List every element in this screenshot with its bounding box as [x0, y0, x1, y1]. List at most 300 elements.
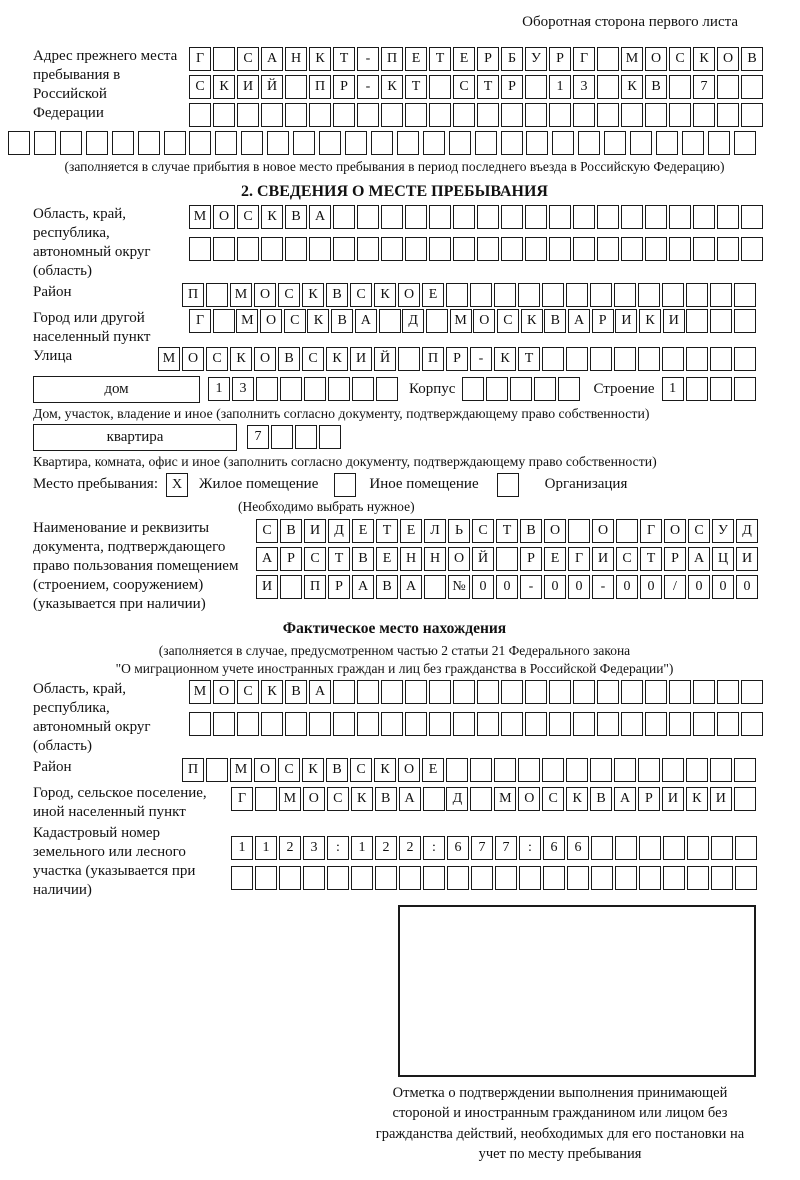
- char-cell: [405, 237, 427, 261]
- char-cell: [237, 712, 259, 736]
- stamp-caption: Отметка о подтверждении выполнения принимающей стороной и иностранным гражданином или лицом без гражданства действий, необходимых для его постановки на учет по месту пребывания: [375, 1084, 745, 1163]
- char-cell: С: [206, 347, 228, 371]
- char-cell: [597, 680, 619, 704]
- char-cell: [333, 205, 355, 229]
- char-cell: [573, 237, 595, 261]
- char-cell: 6: [447, 836, 469, 860]
- char-cell: Р: [446, 347, 468, 371]
- char-cell: [496, 547, 518, 571]
- char-cell: [271, 425, 293, 449]
- char-cell: Д: [446, 787, 468, 811]
- apartment-label-box: квартира: [33, 424, 237, 451]
- char-cell: [470, 283, 492, 307]
- char-cell: О: [213, 680, 235, 704]
- char-cell: [735, 836, 757, 860]
- char-cell: Р: [592, 309, 614, 333]
- cadastral-block: [33, 824, 756, 900]
- char-cell: О: [645, 47, 667, 71]
- char-cell: [280, 575, 302, 599]
- char-cell: И: [710, 787, 732, 811]
- char-cell: [616, 519, 638, 543]
- char-cell: 2: [375, 836, 397, 860]
- char-cell: И: [615, 309, 637, 333]
- char-cell: [261, 712, 283, 736]
- char-cell: [597, 75, 619, 99]
- char-cell: [471, 866, 493, 890]
- char-cell: О: [664, 519, 686, 543]
- char-cell: [621, 205, 643, 229]
- char-cell: С: [669, 47, 691, 71]
- char-cell: М: [189, 680, 211, 704]
- char-cell: [645, 205, 667, 229]
- char-cell: Б: [501, 47, 523, 71]
- char-cell: [717, 237, 739, 261]
- char-cell: Г: [640, 519, 662, 543]
- char-cell: С: [284, 309, 306, 333]
- char-cell: [526, 131, 548, 155]
- char-cell: В: [375, 787, 397, 811]
- char-cell: Ь: [448, 519, 470, 543]
- char-cell: К: [261, 680, 283, 704]
- char-cell: Ц: [712, 547, 734, 571]
- char-cell: [597, 47, 619, 71]
- char-cell: М: [230, 758, 252, 782]
- char-cell: [453, 237, 475, 261]
- char-cell: [686, 377, 708, 401]
- char-cell: [423, 131, 445, 155]
- char-cell: [573, 103, 595, 127]
- char-cell: [279, 866, 301, 890]
- char-cell: [399, 866, 421, 890]
- char-cell: [549, 205, 571, 229]
- char-cell: [687, 866, 709, 890]
- char-cell: С: [327, 787, 349, 811]
- char-cell: [285, 237, 307, 261]
- char-cell: 3: [232, 377, 254, 401]
- char-cell: [477, 680, 499, 704]
- char-cell: [213, 103, 235, 127]
- char-cell: С: [237, 205, 259, 229]
- char-cell: [256, 377, 278, 401]
- region-block: [33, 205, 756, 281]
- char-cell: [213, 237, 235, 261]
- char-cell: [669, 712, 691, 736]
- char-cell: И: [736, 547, 758, 571]
- char-cell: :: [423, 836, 445, 860]
- fact-region-label: Область, край, республика, автономный округ (область): [33, 680, 151, 754]
- char-cell: [573, 205, 595, 229]
- char-cell: К: [307, 309, 329, 333]
- char-cell: С: [472, 519, 494, 543]
- char-cell: [381, 680, 403, 704]
- district-block: [33, 283, 756, 307]
- fact-city-block: [33, 784, 756, 822]
- char-cell: [710, 309, 732, 333]
- char-cell: [381, 103, 403, 127]
- char-cell: [486, 377, 508, 401]
- char-cell: [398, 347, 420, 371]
- char-cell: [717, 680, 739, 704]
- stay-type-checkbox-organization: [497, 473, 519, 497]
- char-cell: А: [568, 309, 590, 333]
- char-cell: [189, 712, 211, 736]
- street-grid-row: [158, 347, 756, 371]
- char-cell: К: [566, 787, 588, 811]
- char-cell: Й: [472, 547, 494, 571]
- char-cell: [682, 131, 704, 155]
- char-cell: [241, 131, 263, 155]
- char-cell: [261, 237, 283, 261]
- char-cell: О: [182, 347, 204, 371]
- prev-address-caption: (заполняется в случае прибытия в новое место пребывания в период последнего въезда в Российскую Федерацию): [64, 159, 725, 174]
- char-cell: О: [254, 758, 276, 782]
- char-cell: А: [688, 547, 710, 571]
- char-cell: [424, 575, 446, 599]
- korpus-label: Корпус: [409, 380, 456, 397]
- char-cell: В: [376, 575, 398, 599]
- street-block: [33, 347, 756, 371]
- char-cell: О: [254, 283, 276, 307]
- char-cell: 0: [616, 575, 638, 599]
- char-cell: [206, 758, 228, 782]
- char-cell: [687, 836, 709, 860]
- char-cell: [189, 131, 211, 155]
- char-cell: [405, 103, 427, 127]
- char-cell: -: [357, 47, 379, 71]
- char-cell: Н: [285, 47, 307, 71]
- fact-city-grid-row: [231, 787, 756, 811]
- char-cell: [371, 131, 393, 155]
- char-cell: П: [309, 75, 331, 99]
- char-cell: Т: [333, 47, 355, 71]
- char-cell: [60, 131, 82, 155]
- char-cell: Н: [424, 547, 446, 571]
- prev-address-grid: [189, 47, 763, 127]
- fact-region-grid-row-2: [189, 712, 763, 736]
- char-cell: [477, 237, 499, 261]
- fact-caption-1: (заполняется в случае, предусмотренном частью 2 статьи 21 Федерального закона: [158, 642, 631, 658]
- char-cell: 0: [544, 575, 566, 599]
- char-cell: [645, 680, 667, 704]
- char-cell: [429, 680, 451, 704]
- cadastral-grid-row-1: [231, 836, 757, 860]
- district-grid-row: [182, 283, 756, 307]
- char-cell: 0: [568, 575, 590, 599]
- char-cell: 7: [247, 425, 269, 449]
- char-cell: 1: [231, 836, 253, 860]
- house-number-cells: [208, 377, 398, 401]
- char-cell: [663, 866, 685, 890]
- char-cell: [669, 103, 691, 127]
- char-cell: Г: [231, 787, 253, 811]
- char-cell: В: [331, 309, 353, 333]
- char-cell: Т: [477, 75, 499, 99]
- street-label: Улица: [33, 347, 73, 364]
- prev-address-grid-row-2: [189, 75, 763, 99]
- char-cell: Д: [736, 519, 758, 543]
- region-grid: [189, 205, 763, 261]
- char-cell: [717, 205, 739, 229]
- document-grid-row-2: [256, 547, 758, 571]
- char-cell: О: [518, 787, 540, 811]
- char-cell: [741, 103, 763, 127]
- region-grid-row-2: [189, 237, 763, 261]
- char-cell: И: [237, 75, 259, 99]
- char-cell: О: [448, 547, 470, 571]
- char-cell: [333, 103, 355, 127]
- char-cell: К: [261, 205, 283, 229]
- char-cell: [669, 680, 691, 704]
- char-cell: С: [542, 787, 564, 811]
- char-cell: В: [352, 547, 374, 571]
- char-cell: [423, 866, 445, 890]
- char-cell: А: [261, 47, 283, 71]
- char-cell: К: [302, 758, 324, 782]
- char-cell: 0: [640, 575, 662, 599]
- char-cell: В: [520, 519, 542, 543]
- document-block: [33, 519, 756, 614]
- char-cell: [717, 75, 739, 99]
- char-cell: [381, 712, 403, 736]
- char-cell: [86, 131, 108, 155]
- char-cell: [501, 237, 523, 261]
- char-cell: М: [230, 283, 252, 307]
- char-cell: [597, 205, 619, 229]
- char-cell: М: [450, 309, 472, 333]
- char-cell: [549, 680, 571, 704]
- char-cell: [621, 680, 643, 704]
- char-cell: [591, 866, 613, 890]
- char-cell: [710, 377, 732, 401]
- char-cell: [734, 758, 756, 782]
- char-cell: А: [399, 787, 421, 811]
- char-cell: [319, 425, 341, 449]
- char-cell: Р: [520, 547, 542, 571]
- char-cell: Е: [422, 758, 444, 782]
- char-cell: Т: [496, 519, 518, 543]
- region-grid-row-1: [189, 205, 763, 229]
- stay-type-row: [33, 473, 756, 497]
- char-cell: П: [304, 575, 326, 599]
- char-cell: О: [717, 47, 739, 71]
- char-cell: М: [494, 787, 516, 811]
- char-cell: Т: [376, 519, 398, 543]
- char-cell: [717, 103, 739, 127]
- char-cell: [717, 712, 739, 736]
- char-cell: [429, 237, 451, 261]
- char-cell: [453, 205, 475, 229]
- document-grid: [256, 519, 758, 599]
- char-cell: [8, 131, 30, 155]
- char-cell: 3: [303, 836, 325, 860]
- char-cell: [590, 283, 612, 307]
- char-cell: М: [158, 347, 180, 371]
- char-cell: [669, 237, 691, 261]
- char-cell: [735, 866, 757, 890]
- char-cell: И: [350, 347, 372, 371]
- char-cell: [662, 758, 684, 782]
- char-cell: [351, 866, 373, 890]
- char-cell: -: [357, 75, 379, 99]
- char-cell: М: [236, 309, 258, 333]
- stay-type-option-organization: Организация: [544, 476, 628, 493]
- char-cell: И: [592, 547, 614, 571]
- char-cell: И: [256, 575, 278, 599]
- char-cell: [309, 237, 331, 261]
- char-cell: [693, 237, 715, 261]
- char-cell: [495, 866, 517, 890]
- char-cell: У: [712, 519, 734, 543]
- char-cell: :: [327, 836, 349, 860]
- char-cell: П: [182, 758, 204, 782]
- char-cell: [405, 205, 427, 229]
- char-cell: [558, 377, 580, 401]
- char-cell: :: [519, 836, 541, 860]
- char-cell: М: [189, 205, 211, 229]
- char-cell: 0: [496, 575, 518, 599]
- char-cell: -: [592, 575, 614, 599]
- char-cell: [597, 712, 619, 736]
- char-cell: [379, 309, 401, 333]
- char-cell: [429, 75, 451, 99]
- char-cell: [501, 131, 523, 155]
- char-cell: 0: [688, 575, 710, 599]
- char-cell: [662, 283, 684, 307]
- char-cell: [429, 712, 451, 736]
- char-cell: [333, 712, 355, 736]
- char-cell: [510, 377, 532, 401]
- char-cell: К: [381, 75, 403, 99]
- char-cell: В: [741, 47, 763, 71]
- char-cell: 1: [662, 377, 684, 401]
- char-cell: С: [304, 547, 326, 571]
- char-cell: [453, 103, 475, 127]
- char-cell: К: [374, 283, 396, 307]
- char-cell: [711, 836, 733, 860]
- fact-region-grid: [189, 680, 763, 736]
- char-cell: [405, 712, 427, 736]
- char-cell: О: [254, 347, 276, 371]
- char-cell: [686, 758, 708, 782]
- char-cell: [231, 866, 253, 890]
- char-cell: [453, 712, 475, 736]
- prev-address-grid-row-4: [8, 131, 756, 155]
- char-cell: Л: [424, 519, 446, 543]
- char-cell: [213, 309, 235, 333]
- char-cell: [112, 131, 134, 155]
- char-cell: [357, 680, 379, 704]
- char-cell: [710, 347, 732, 371]
- stay-type-label: Место пребывания:: [33, 476, 158, 493]
- fact-district-label: Район: [33, 758, 72, 775]
- char-cell: [656, 131, 678, 155]
- char-cell: №: [448, 575, 470, 599]
- char-cell: А: [355, 309, 377, 333]
- back-side-note: Оборотная сторона первого листа: [522, 14, 738, 30]
- char-cell: 1: [549, 75, 571, 99]
- stay-type-option-residential: Жилое помещение: [199, 476, 319, 493]
- char-cell: Р: [333, 75, 355, 99]
- char-cell: 7: [693, 75, 715, 99]
- house-row: [33, 376, 756, 403]
- char-cell: [662, 347, 684, 371]
- char-cell: [573, 680, 595, 704]
- apartment-caption: Квартира, комната, офис и иное (заполнить согласно документу, подтверждающему право собственности): [33, 453, 657, 469]
- char-cell: [711, 866, 733, 890]
- char-cell: [285, 75, 307, 99]
- char-cell: [501, 103, 523, 127]
- char-cell: [734, 787, 756, 811]
- char-cell: А: [309, 680, 331, 704]
- char-cell: [734, 131, 756, 155]
- prev-address-grid-row-1: [189, 47, 763, 71]
- char-cell: [568, 519, 590, 543]
- char-cell: [741, 680, 763, 704]
- char-cell: [426, 309, 448, 333]
- char-cell: Е: [544, 547, 566, 571]
- char-cell: [285, 103, 307, 127]
- char-cell: Р: [638, 787, 660, 811]
- char-cell: Р: [549, 47, 571, 71]
- fact-district-grid-row: [182, 758, 756, 782]
- document-grid-row-1: [256, 519, 758, 543]
- char-cell: [741, 75, 763, 99]
- korpus-cells: [462, 377, 580, 401]
- char-cell: О: [544, 519, 566, 543]
- char-cell: С: [237, 680, 259, 704]
- char-cell: [663, 836, 685, 860]
- char-cell: [357, 103, 379, 127]
- char-cell: [333, 680, 355, 704]
- district-label: Район: [33, 283, 72, 300]
- char-cell: [686, 309, 708, 333]
- char-cell: [295, 425, 317, 449]
- prev-address-label: Адрес прежнего места пребывания в Российской Федерации: [33, 48, 178, 121]
- city-block: [33, 309, 756, 347]
- char-cell: Р: [664, 547, 686, 571]
- char-cell: Д: [402, 309, 424, 333]
- char-cell: Т: [640, 547, 662, 571]
- char-cell: [525, 712, 547, 736]
- char-cell: С: [302, 347, 324, 371]
- char-cell: [639, 836, 661, 860]
- char-cell: [573, 712, 595, 736]
- char-cell: Е: [400, 519, 422, 543]
- char-cell: В: [280, 519, 302, 543]
- char-cell: [710, 758, 732, 782]
- char-cell: [293, 131, 315, 155]
- char-cell: Й: [261, 75, 283, 99]
- char-cell: [518, 283, 540, 307]
- stroenie-label: Строение: [593, 380, 655, 397]
- char-cell: Т: [328, 547, 350, 571]
- char-cell: [542, 283, 564, 307]
- char-cell: В: [278, 347, 300, 371]
- char-cell: [549, 103, 571, 127]
- char-cell: [494, 283, 516, 307]
- document-label: Наименование и реквизиты документа, подтверждающего право пользования помещением (строением, сооружением) (указывается при наличии): [33, 519, 239, 612]
- char-cell: Т: [518, 347, 540, 371]
- fact-city-label: Город, сельское поселение, иной населенный пункт: [33, 784, 207, 820]
- char-cell: [477, 712, 499, 736]
- char-cell: [462, 377, 484, 401]
- char-cell: С: [237, 47, 259, 71]
- char-cell: А: [352, 575, 374, 599]
- char-cell: И: [663, 309, 685, 333]
- char-cell: Р: [328, 575, 350, 599]
- char-cell: 0: [736, 575, 758, 599]
- char-cell: [590, 758, 612, 782]
